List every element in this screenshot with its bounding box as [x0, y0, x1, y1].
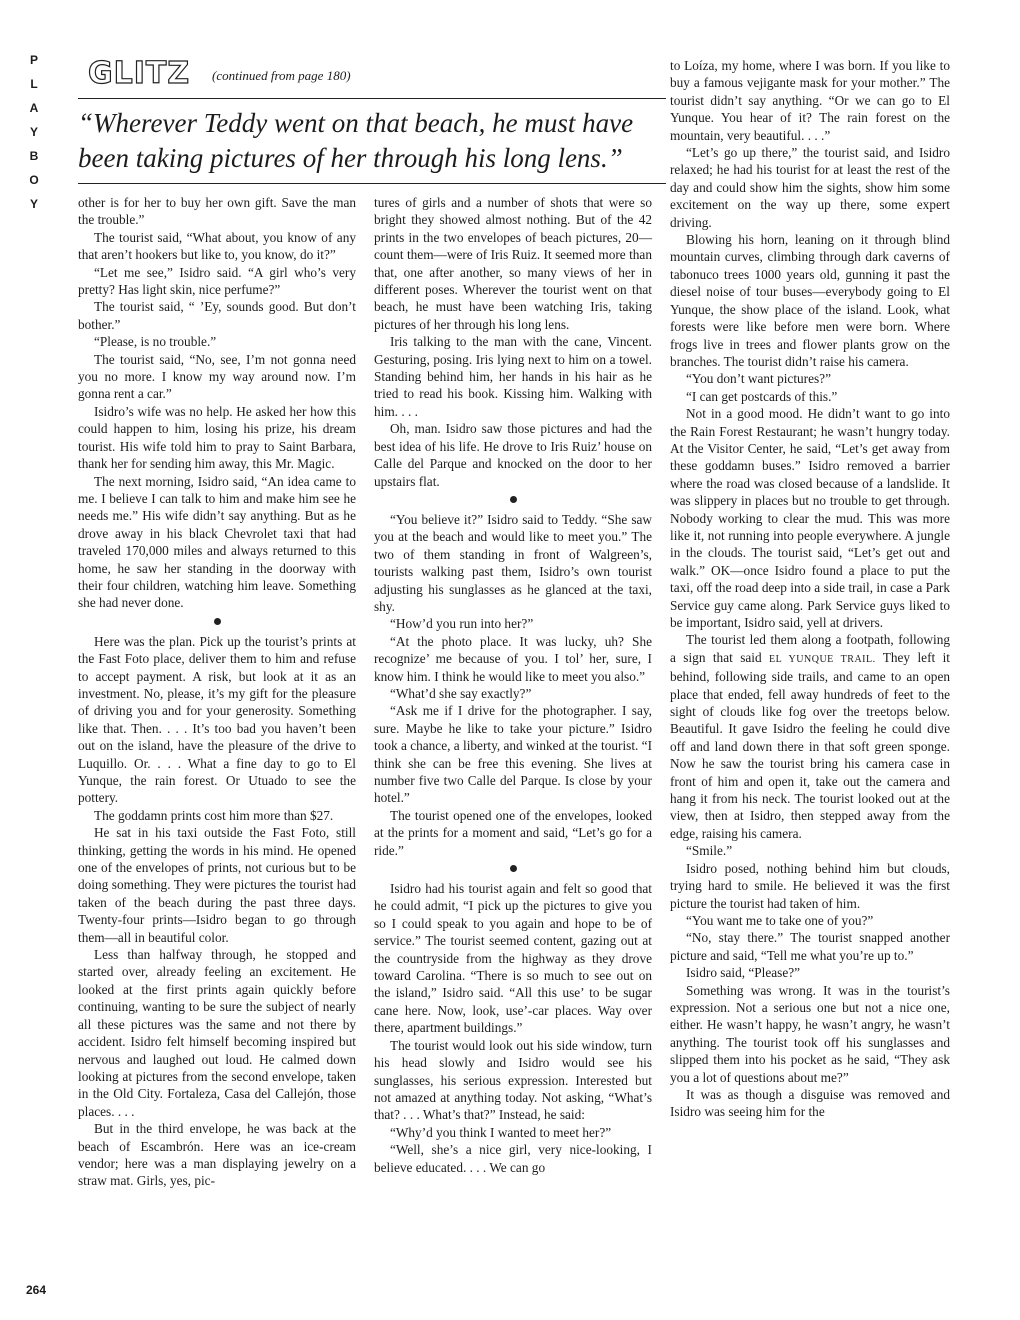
section-break-dot — [374, 490, 652, 511]
paragraph: “You believe it?” Isidro said to Teddy. “She saw you at the beach and would like to meet you.” The two of them standing in front of Walgreen’s, tourists walking past them, Isidro’s own tourist adjusting his sunglasses as he glanced at the taxi, shy. — [374, 511, 652, 614]
spine-letter: L — [30, 77, 38, 91]
paragraph: “Ask me if I drive for the photographer. I say, sure. Maybe he like to take your picture.” Isidro took a chance, a liberty, and winked at the tourist. “I think she can be free this evening. She lives at number five two Calle del Parque. Is close by your hotel.” — [374, 703, 652, 806]
paragraph: The goddamn prints cost him more than $27. — [93, 807, 334, 823]
continued-note: (continued from page 180) — [212, 68, 351, 83]
paragraph: “Why’d you think I wanted to meet her?” — [389, 1124, 612, 1140]
paragraph: “Well, she’s a nice girl, very nice-looking, I believe educated. . . . We can go — [374, 1142, 652, 1175]
top-rule — [78, 98, 666, 99]
paragraph: Blowing his horn, leaning on it through blind mountain curves, climbing through dark caverns of tabonuco trees 1000 years old, gunning it past the diesel noise of tour buses—everybody going to El Yunque, the show place of the island. Look, what forests were like before men were born. Where frogs live in trees and flower plants grow on the branches. The tourist didn’t raise his camera. — [670, 232, 950, 369]
paragraph — [670, 631, 950, 842]
article-header — [78, 50, 658, 94]
paragraph: to Loíza, my home, where I was born. If you like to buy a famous vejigante mask for your mother.” The tourist didn’t say anything. “Or we can go to El Yunque. You hear of it? The rain forest on the mountain, very beautiful. . . .” — [670, 58, 950, 143]
spine-letter: O — [29, 173, 39, 187]
section-logo: GLITZ — [88, 56, 191, 91]
spine-letter: P — [29, 53, 38, 67]
paragraph: But in the third envelope, he was back at the beach of Escambrón. Here was an ice-cream vendor; here was a man displaying jewelry on a straw mat. Girls, yes, pic- — [78, 1121, 356, 1189]
paragraph: Oh, man. Isidro saw those pictures and had the best idea of his life. He drove to Iris Ruiz’ house on Calle del Parque and knocked on the door to her upstairs flat. — [374, 421, 652, 489]
pull-quote: “Wherever Teddy went on that beach, he must have been taking pictures of her through his long lens.” — [78, 108, 634, 173]
text-column-1 — [78, 194, 356, 1304]
paragraph: It was as though a disguise was removed and Isidro was seeing him for the — [670, 1086, 950, 1120]
paragraph: “Smile.” — [685, 843, 733, 859]
paragraph: “I can get postcards of this.” — [685, 388, 838, 404]
magazine-spine — [24, 48, 44, 216]
bottom-rule — [78, 183, 666, 184]
paragraph: other is for her to buy her own gift. Save the man the trouble.” — [78, 195, 356, 228]
paragraph: Isidro had his tourist again and felt so good that he could admit, “I pick up the pictures to give you so I could speak to you again and hope to be of service.” The tourist seemed content, gazing out at the countryside from the highway as they drove toward Carolina. “There is so much to see out on the island,” Isidro said. “All this use’ to be sugar cane here. Now, look, use’-car places. Way over there, apartment buildings.” — [374, 881, 652, 1036]
paragraph: Isidro said, “Please?” — [685, 965, 801, 981]
page-number: 264 — [26, 1283, 47, 1297]
paragraph: “You don’t want pictures?” — [685, 371, 831, 387]
paragraph: The tourist said, “What about, you know of any that aren’t hookers but like to, you know, do it?” — [78, 229, 356, 263]
paragraph: The tourist opened one of the envelopes, looked at the prints for a moment and said, “Let’s go for a ride.” — [374, 807, 652, 858]
paragraph: “At the photo place. It was lucky, uh? She recognize’ me because of you. I tol’ her, sure, I know him. I think he would like to meet you also.” — [374, 633, 652, 684]
spine-letter: Y — [29, 197, 38, 211]
section-break-dot — [78, 612, 356, 633]
paragraph: Iris talking to the man with the cane, Vincent. Gesturing, posing. Iris lying next to him on a towel. Standing behind him, her hands in his hair as he tried to read his book. Kissing him. Walking with him. . . . — [374, 334, 652, 419]
paragraph: The tourist said, “ ’Ey, sounds good. But don’t bother.” — [78, 299, 356, 332]
paragraph: Isidro’s wife was no help. He asked her how this could happen to him, losing his prize, his dream tourist. His wife told him to pray to Saint Barbara, thank her for sending him away, this Mr. Magic. — [78, 403, 356, 472]
trail-sign-text: EL YUNQUE TRAIL. — [769, 653, 876, 665]
paragraph: Here was the plan. Pick up the tourist’s prints at the Fast Foto place, deliver them to him and refuse to accept payment. A risk, but look at it as an investment. No, please, it’s my gift for the pleasure of driving you and for your generosity. Something like that. Then. . . . It’s too bad you haven’t been out on the island, have the pleasure of the drive to Luquillo. Or. . . . What a fine day to go to El Yunque, the rain forest. Or Utuado to see the pottery. — [78, 633, 356, 806]
spine-letter: Y — [29, 125, 38, 139]
paragraph: The tourist would look out his side window, turn his head slowly and Isidro would see his sunglasses, his serious expression. Interested but not amazed at anything today. Not asking, “What’s that? . . . What’s that?” Instead, he said: — [374, 1037, 652, 1123]
paragraph: “Let me see,” Isidro said. “A girl who’s very pretty? Has light skin, nice perfume?” — [78, 264, 356, 298]
text-run: The tourist led them along a footpath, following a sign that said — [670, 632, 950, 665]
paragraph: “You want me to take one of you?” — [685, 912, 874, 928]
paragraph: tures of girls and a number of shots that were so bright they showed almost nothing. But of the 42 prints in the two envelopes of beach pictures, 20—count them—were of Iris Ruiz. It seemed more than that, one after another, so many views of her in different poses. Wherever the tourist went on that beach, he must have been watching Iris, taking pictures of her through his long lens. — [374, 195, 652, 332]
paragraph: Something was wrong. It was in the tourist’s expression. Not a serious one but not a nice one, either. He wasn’t happy, he wasn’t angry, he wasn’t anything. The tourist took off his sunglasses and slipped them into his pocket as he said, “They ask you a lot of questions about me?” — [670, 982, 950, 1085]
paragraph: The next morning, Isidro said, “An idea came to me. I believe I can talk to him and make him see he needs me.” His wife didn’t say anything. But as he drove away in his black Chevrolet taxi that had traveled 170,000 miles and always returned to this home, he saw her standing in the doorway with their four children, watching him leave. Something she had never done. — [78, 473, 356, 611]
paragraph: Isidro posed, nothing behind him but clouds, trying hard to smile. He believed it was the first picture the tourist had taken of him. — [670, 860, 950, 911]
paragraph: Less than halfway through, he stopped and started over, already feeling an excitement. He looked at the first prints again quickly before continuing, wanting to be sure the subject of nearly all these pictures was the same and not there by accident. Isidro felt himself becoming inspired but nervous and laughed out loud. He calmed down looking at pictures from the second envelope, taken in the Old City. Fortaleza, Casa del Callejón, those places. . . . — [78, 947, 356, 1119]
paragraph: He sat in his taxi outside the Fast Foto, still thinking, getting the words in his mind. He opened one of the envelopes of prints, not curious but to be doing something. They were pictures the tourist had taken of the beach during the past three days. Twenty-four prints—Isidro began to go through them—all in beautiful color. — [78, 825, 356, 945]
spine-letter: B — [29, 149, 39, 163]
spine-letter: A — [29, 101, 39, 115]
paragraph: “No, stay there.” The tourist snapped another picture and said, “Tell me what you’re up to.” — [670, 930, 950, 963]
text-column-2 — [374, 194, 652, 1304]
paragraph: Not in a good mood. He didn’t want to go into the Rain Forest Restaurant; he wasn’t hungry today. At the Visitor Center, he said, “Let’s get away from these goddamn buses.” Isidro removed a barrier where the road was closed because of a landslide. It was slippery in places but no trouble to get through. Nobody working to clear the mud. This was more like it, not running into people everywhere. A jungle in the clouds. The tourist said, “Let’s get out and walk.” OK—once Isidro found a place to put the taxi, off the road deep into a side trail, in case a Park Service guy came along. Park Service guys liked to be important, Isidro said, yell at drivers. — [670, 406, 950, 630]
paragraph: “How’d you run into her?” — [389, 616, 534, 632]
section-break-dot — [374, 859, 652, 880]
text-run: They left it behind, following side trails, and came to an open place that ended, fell away hundreds of feet to the sight of clouds like fog over the treetops below. Beautiful. It gave Isidro the feeling he could dive off and land down there in that soft green sponge. Now he saw the tourist bring his camera case in front of him and open it, take out the camera and hang it from his neck. The tourist looked out at the view, then at Isidro, then stepped away from the edge, raising his camera. — [670, 649, 950, 841]
paragraph: “Let’s go up there,” the tourist said, and Isidro relaxed; he had his tourist for at least the rest of the day and could show him the sights, show him some excitement on the way up there, some expert driving. — [670, 145, 950, 230]
text-column-3 — [670, 57, 950, 1307]
paragraph: “What’d she say exactly?” — [389, 685, 532, 701]
paragraph: “Please, is no trouble.” — [93, 334, 217, 350]
paragraph: The tourist said, “No, see, I’m not gonna need you no more. I know my way around now. I’m gonna rent a car.” — [78, 351, 356, 402]
